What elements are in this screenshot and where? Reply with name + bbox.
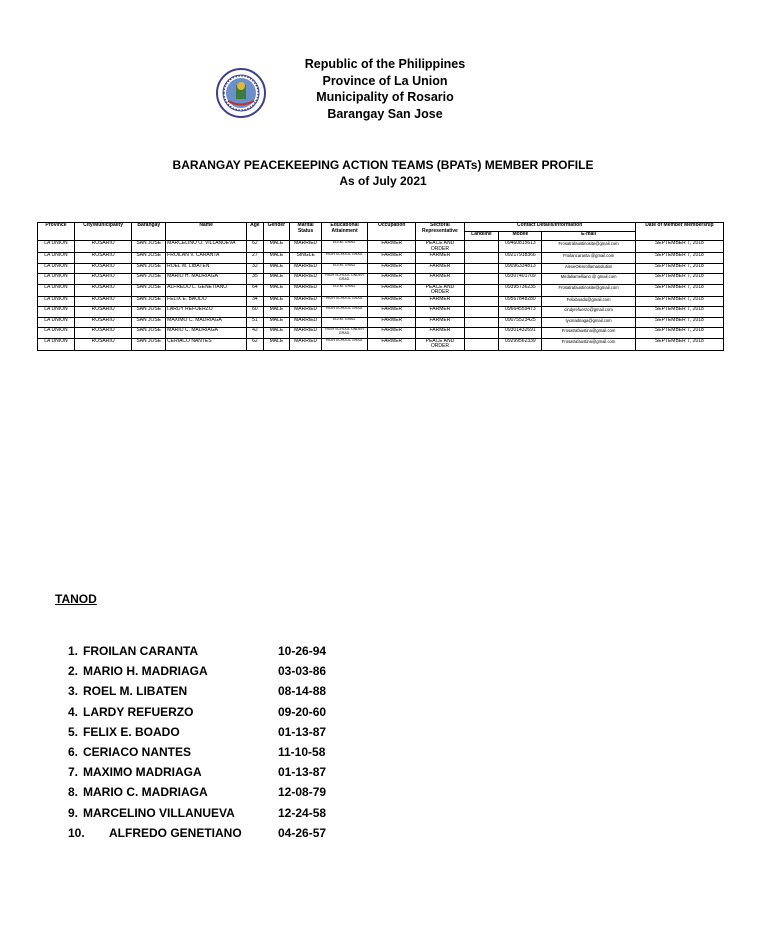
cell-sectoral: PEACE AND ORDER [416, 284, 464, 296]
cell-gender: MALE [263, 253, 290, 264]
tanod-item [68, 723, 368, 743]
cell-occupation: FARMER [368, 253, 416, 264]
letterhead [230, 56, 540, 122]
tanod-birthdate: 03-03-86 [278, 664, 327, 679]
cell-age: 32 [247, 263, 263, 274]
col-gender: Gender [263, 223, 290, 241]
tanod-name: MARCELINO VILLANUEVA [83, 805, 235, 820]
cell-landline [464, 263, 499, 274]
cell-sectoral: PEACE AND ORDER [416, 241, 464, 253]
tanod-number: 9. [68, 805, 79, 820]
cell-date: SEPTEMBER 7, 2018 [635, 328, 723, 339]
cell-name: ALFREDO L. GENETIANO [166, 284, 247, 296]
cell-landline [464, 253, 499, 264]
cell-name: MARIO C. MADRIAGA [166, 328, 247, 339]
cell-sectoral: FARMER [416, 307, 464, 318]
table-row [38, 241, 724, 253]
header-municipality: Municipality of Rosario [316, 90, 454, 104]
tanod-name: LARDY REFUERZO [83, 704, 194, 719]
table-row [38, 263, 724, 274]
tanod-heading: TANOD [55, 592, 97, 606]
col-barangay: Barangay [132, 223, 166, 241]
tanod-birthdate: 11-10-58 [278, 744, 326, 759]
member-profile-table [37, 222, 724, 351]
col-sectoral: Sectoral Representative [416, 223, 464, 241]
col-education: Educational Attainment [322, 223, 368, 241]
cell-sectoral: FARMER [416, 296, 464, 307]
col-city: City/Municipality [74, 223, 131, 241]
cell-occupation: FARMER [368, 284, 416, 296]
cell-occupation: FARMER [368, 241, 416, 253]
cell-name: LARDY REFUERZO [166, 307, 247, 318]
cell-marital: SINGLE [290, 253, 322, 264]
cell-landline [464, 284, 499, 296]
cell-occupation: FARMER [368, 274, 416, 285]
cell-sectoral: FARMER [416, 253, 464, 264]
cell-mobile: 09299562339 [499, 338, 542, 350]
cell-age: 35 [247, 274, 263, 285]
cell-age: 34 [247, 296, 263, 307]
cell-marital: MARRIED [290, 263, 322, 274]
cell-gender: MALE [263, 328, 290, 339]
tanod-birthdate: 12-24-58 [278, 805, 327, 820]
cell-marital: MARRIED [290, 284, 322, 296]
tanod-list [68, 642, 368, 844]
cell-gender: MALE [263, 284, 290, 296]
col-contact: Contact Details/Information [464, 223, 635, 232]
tanod-item [68, 824, 368, 844]
cell-education: HIGH SCHOOL GRAD. [322, 307, 368, 318]
tanod-name: MAXIMO MADRIAGA [83, 765, 202, 780]
cell-barangay: SAN JOSE [132, 263, 166, 274]
cell-education: ELEM. GRAD. [322, 317, 368, 328]
tanod-birthdate: 08-14-88 [278, 684, 327, 699]
cell-date: SEPTEMBER 7, 2018 [635, 296, 723, 307]
tanod-item [68, 642, 368, 662]
table-row [38, 317, 724, 328]
cell-marital: MARRIED [290, 307, 322, 318]
cell-city: ROSARIO [74, 284, 131, 296]
cell-sectoral: FARMER [416, 263, 464, 274]
cell-city: ROSARIO [74, 338, 131, 350]
cell-province: LA UNION [38, 328, 75, 339]
cell-occupation: FARMER [368, 263, 416, 274]
cell-email: Iyxmadriaga@gmail.com [542, 317, 635, 328]
cell-city: ROSARIO [74, 253, 131, 264]
cell-education: HIGH SCHOOL GRAD. [322, 338, 368, 350]
cell-name: MARCELINO O. VILLANUEVA [166, 241, 247, 253]
cell-occupation: FARMER [368, 307, 416, 318]
cell-occupation: FARMER [368, 317, 416, 328]
cell-gender: MALE [263, 296, 290, 307]
tanod-birthdate: 04-26-57 [278, 825, 327, 840]
cell-name: MARIO H. MADRIAGA [166, 274, 247, 285]
cell-mobile: 09567848280 [499, 296, 542, 307]
cell-date: SEPTEMBER 7, 2018 [635, 263, 723, 274]
cell-province: LA UNION [38, 338, 75, 350]
tanod-item [68, 783, 368, 803]
table-row [38, 328, 724, 339]
cell-name: MAXIMO C. MADRIAGA [166, 317, 247, 328]
tanod-number: 3. [68, 684, 79, 699]
cell-province: LA UNION [38, 253, 75, 264]
tanod-name: MARIO H. MADRIAGA [83, 664, 208, 679]
cell-date: SEPTEMBER 7, 2018 [635, 307, 723, 318]
cell-barangay: SAN JOSE [132, 328, 166, 339]
title-main: BARANGAY PEACEKEEPING ACTION TEAMS (BPATs) MEMBER PROFILE [172, 158, 594, 172]
table-row [38, 284, 724, 296]
cell-date: SEPTEMBER 7, 2018 [635, 284, 723, 296]
cell-age: 62 [247, 241, 263, 253]
tanod-number: 6. [68, 744, 79, 759]
col-email: E-mail [542, 232, 635, 241]
table-header-row [38, 223, 724, 232]
tanod-number: 2. [68, 664, 79, 679]
tanod-name: CERIACO NANTES [83, 744, 192, 759]
tanod-number: 10. [68, 825, 85, 840]
cell-education: ELEM. GRAD. [322, 241, 368, 253]
cell-date: SEPTEMBER 7, 2018 [635, 241, 723, 253]
cell-marital: MARRIED [290, 274, 322, 285]
cell-education: ELEM. GRAD. [322, 284, 368, 296]
document-title [120, 157, 646, 189]
cell-gender: MALE [263, 307, 290, 318]
cell-landline [464, 296, 499, 307]
table-row [38, 296, 724, 307]
cell-city: ROSARIO [74, 263, 131, 274]
cell-education: HIGH SCHOOL UNDER GRAD. [322, 274, 368, 285]
tanod-birthdate: 09-20-60 [278, 704, 327, 719]
cell-mobile: 09307401709 [499, 274, 542, 285]
cell-age: 64 [247, 284, 263, 296]
cell-barangay: SAN JOSE [132, 296, 166, 307]
cell-mobile: 09096334813 [499, 263, 542, 274]
tanod-item [68, 682, 368, 702]
table-row [38, 307, 724, 318]
cell-barangay: SAN JOSE [132, 253, 166, 264]
tanod-name: ALFREDO GENETIANO [109, 825, 242, 840]
cell-barangay: SAN JOSE [132, 307, 166, 318]
cell-barangay: SAN JOSE [132, 284, 166, 296]
cell-sectoral: PEACE AND ORDER [416, 338, 464, 350]
tanod-item [68, 703, 368, 723]
cell-occupation: FARMER [368, 338, 416, 350]
cell-barangay: SAN JOSE [132, 241, 166, 253]
cell-education: HIGH SCHOOL GRAD. [322, 253, 368, 264]
cell-marital: MARRIED [290, 328, 322, 339]
cell-email: Frosatrafaustino@gmail.com [542, 338, 635, 350]
cell-province: LA UNION [38, 317, 75, 328]
cell-province: LA UNION [38, 296, 75, 307]
cell-age: 42 [247, 328, 263, 339]
cell-email: Felixboado@gmail.com [542, 296, 635, 307]
title-date: As of July 2021 [339, 174, 427, 188]
tanod-name: ROEL M. LIBATEN [83, 684, 188, 699]
cell-age: 51 [247, 317, 263, 328]
table-body [38, 241, 724, 351]
header-country: Republic of the Philippines [304, 57, 466, 71]
tanod-number: 7. [68, 765, 79, 780]
col-age: Age [247, 223, 263, 241]
cell-age: 62 [247, 338, 263, 350]
col-name: Name [166, 223, 247, 241]
cell-sectoral: FARMER [416, 317, 464, 328]
cell-date: SEPTEMBER 7, 2018 [635, 274, 723, 285]
tanod-number: 5. [68, 724, 79, 739]
tanod-number: 8. [68, 785, 79, 800]
col-mobile: Mobile [499, 232, 542, 241]
cell-marital: MARRIED [290, 317, 322, 328]
tanod-birthdate: 01-13-87 [278, 724, 327, 739]
tanod-birthdate: 12-08-79 [278, 785, 327, 800]
cell-sectoral: FARMER [416, 328, 464, 339]
cell-landline [464, 241, 499, 253]
tanod-item [68, 763, 368, 783]
cell-city: ROSARIO [74, 296, 131, 307]
cell-mobile: 09664559473 [499, 307, 542, 318]
col-date: Date of Member Membership [635, 223, 723, 241]
tanod-item [68, 662, 368, 682]
cell-email: Frosatrafaustinosite@gmail.com [542, 241, 635, 253]
table-row [38, 274, 724, 285]
tanod-birthdate: 01-13-87 [278, 765, 327, 780]
cell-email: Frosatrafaustino@gmail.com [542, 328, 635, 339]
cell-mobile: 09460815613 [499, 241, 542, 253]
cell-email: AlexeOlenrollamasolution [542, 263, 635, 274]
cell-mobile: 09301432691 [499, 328, 542, 339]
cell-mobile: 09395736235 [499, 284, 542, 296]
col-marital: Marital Status [290, 223, 322, 241]
cell-gender: MALE [263, 274, 290, 285]
cell-province: LA UNION [38, 263, 75, 274]
tanod-item [68, 804, 368, 824]
tanod-name: FROILAN CARANTA [83, 644, 199, 658]
tanod-name: FELIX E. BOADO [83, 724, 180, 739]
cell-education: ELEM. GRAD. [322, 263, 368, 274]
cell-barangay: SAN JOSE [132, 274, 166, 285]
cell-city: ROSARIO [74, 307, 131, 318]
cell-name: ROEL M. LIBATEN [166, 263, 247, 274]
cell-occupation: FARMER [368, 296, 416, 307]
cell-name: FROILAN V. CARANTA [166, 253, 247, 264]
cell-sectoral: FARMER [416, 274, 464, 285]
header-province: Province of La Union [322, 73, 448, 88]
cell-province: LA UNION [38, 307, 75, 318]
cell-mobile: 09217918366 [499, 253, 542, 264]
cell-marital: MARRIED [290, 241, 322, 253]
cell-name: CERIACO NANTES [166, 338, 247, 350]
cell-gender: MALE [263, 263, 290, 274]
cell-marital: MARRIED [290, 338, 322, 350]
cell-landline [464, 274, 499, 285]
table-row [38, 253, 724, 264]
cell-date: SEPTEMBER 7, 2018 [635, 338, 723, 350]
cell-email: Frosatrafaustinosite@gmail.com [542, 284, 635, 296]
cell-city: ROSARIO [74, 328, 131, 339]
table-row [38, 338, 724, 350]
col-province: Province [38, 223, 75, 241]
cell-email: Mirdaliamelliano @ gmail.com [542, 274, 635, 285]
cell-education: HIGH SCHOOL GRAD. [322, 296, 368, 307]
cell-landline [464, 317, 499, 328]
cell-province: LA UNION [38, 274, 75, 285]
cell-marital: MARRIED [290, 296, 322, 307]
cell-landline [464, 338, 499, 350]
cell-landline [464, 328, 499, 339]
tanod-number: 4. [68, 704, 79, 719]
cell-name: FELIX E. BAODO [166, 296, 247, 307]
cell-email: cindyrefuerzo@gmail.com [542, 307, 635, 318]
cell-gender: MALE [263, 317, 290, 328]
cell-education: HIGH SCHOOL UNDER GRAD. [322, 328, 368, 339]
col-occupation: Occupation [368, 223, 416, 241]
cell-city: ROSARIO [74, 274, 131, 285]
cell-age: 60 [247, 307, 263, 318]
cell-province: LA UNION [38, 284, 75, 296]
col-landline: Landline [464, 232, 499, 241]
cell-province: LA UNION [38, 241, 75, 253]
cell-mobile: 09075523425 [499, 317, 542, 328]
cell-email: Froilancaranta @gmail.com [542, 253, 635, 264]
cell-gender: MALE [263, 241, 290, 253]
cell-barangay: SAN JOSE [132, 317, 166, 328]
tanod-number: 1. [68, 644, 79, 658]
cell-occupation: FARMER [368, 328, 416, 339]
cell-date: SEPTEMBER 7, 2018 [635, 317, 723, 328]
cell-gender: MALE [263, 338, 290, 350]
cell-date: SEPTEMBER 7, 2018 [635, 253, 723, 264]
tanod-birthdate: 10-26-94 [278, 644, 327, 658]
cell-city: ROSARIO [74, 241, 131, 253]
cell-city: ROSARIO [74, 317, 131, 328]
cell-landline [464, 307, 499, 318]
tanod-name: MARIO C. MADRIAGA [83, 785, 208, 800]
header-barangay: Barangay San Jose [327, 106, 443, 121]
tanod-item [68, 743, 368, 763]
cell-age: 27 [247, 253, 263, 264]
cell-barangay: SAN JOSE [132, 338, 166, 350]
